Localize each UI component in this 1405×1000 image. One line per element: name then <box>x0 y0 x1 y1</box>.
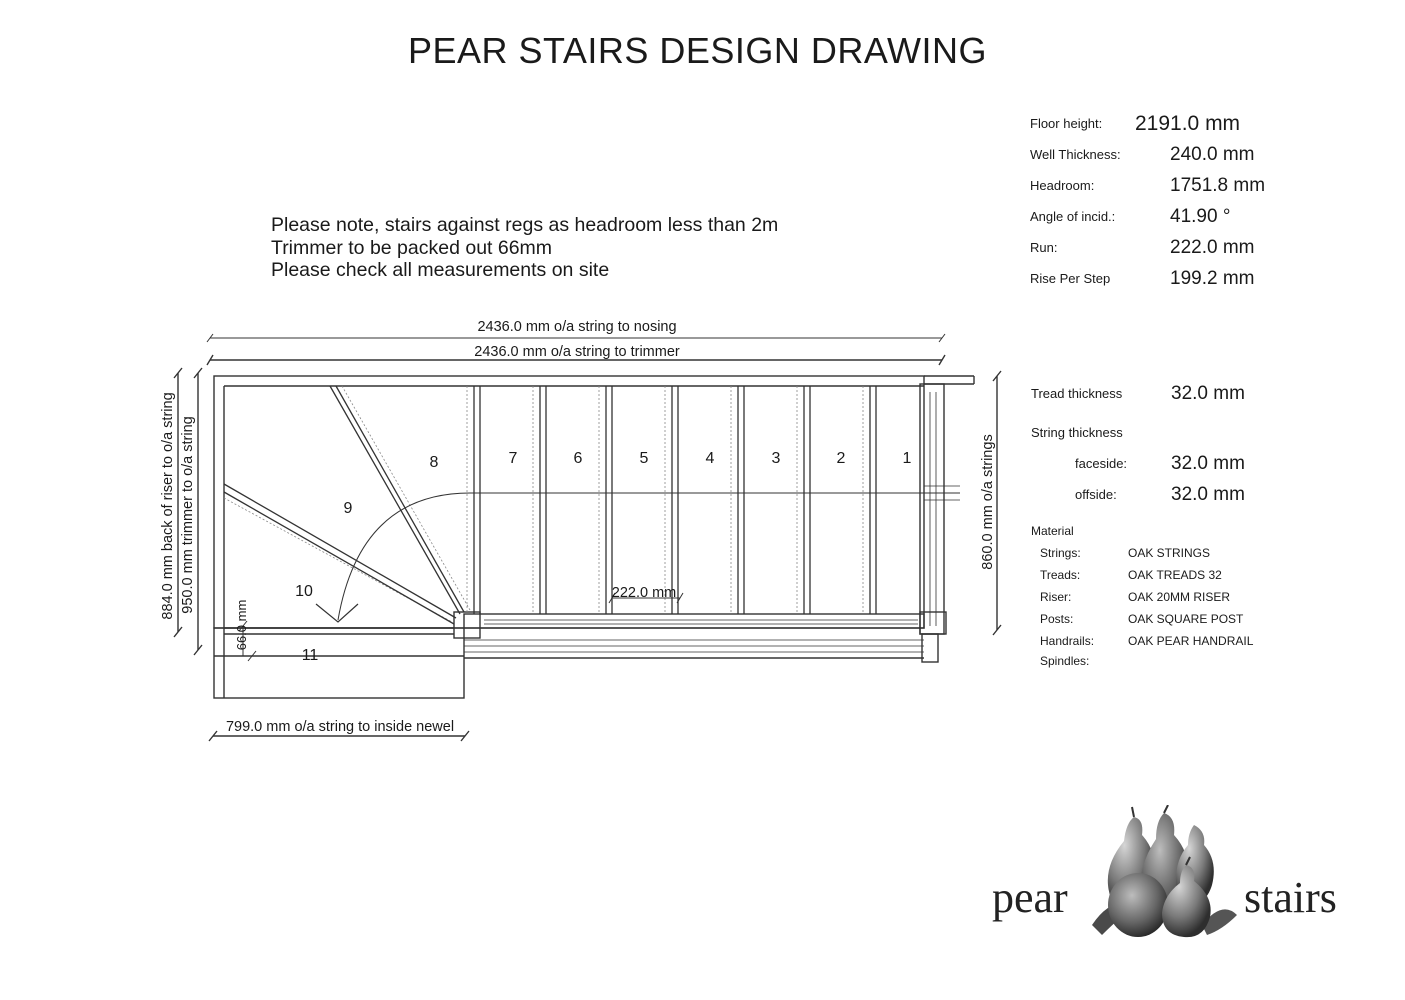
spec-run-value: 222.0 mm <box>1170 237 1255 258</box>
note-headroom: Please note, stairs against regs as headroom less than 2m <box>271 214 779 236</box>
dim-label-newel: 799.0 mm o/a string to inside newel <box>225 719 455 735</box>
string-thickness-label: String thickness <box>1031 425 1123 440</box>
step-number-11: 11 <box>301 647 319 664</box>
step-number-9: 9 <box>343 500 353 517</box>
step-number-2: 2 <box>836 450 846 467</box>
step-number-7: 7 <box>508 450 518 467</box>
offside-value: 32.0 mm <box>1171 484 1245 505</box>
material-strings-value: OAK STRINGS <box>1128 546 1211 560</box>
spec-headroom-value: 1751.8 mm <box>1170 175 1266 196</box>
spec-well-thickness-value: 240.0 mm <box>1170 144 1255 165</box>
spec-headroom-label: Headroom: <box>1030 178 1095 193</box>
tread-thickness-value: 32.0 mm <box>1171 383 1245 404</box>
spec-angle-label: Angle of incid.: <box>1030 209 1116 224</box>
page-title: PEAR STAIRS DESIGN DRAWING <box>407 30 988 71</box>
step-number-10: 10 <box>295 583 313 600</box>
spec-angle-value: 41.90 ° <box>1170 206 1231 227</box>
material-treads-value: OAK TREADS 32 <box>1128 568 1222 582</box>
step-number-1: 1 <box>902 450 912 467</box>
faceside-value: 32.0 mm <box>1171 453 1245 474</box>
material-handrails-label: Handrails: <box>1040 634 1095 648</box>
tread-thickness-label: Tread thickness <box>1031 386 1123 401</box>
logo-word-pear: pear <box>992 873 1068 922</box>
step-number-5: 5 <box>639 450 649 467</box>
material-handrails-value: OAK PEAR HANDRAIL <box>1128 634 1254 648</box>
dim-label-packing: 66.0 mm <box>234 599 249 651</box>
spec-rise-label: Rise Per Step <box>1030 271 1111 286</box>
material-heading: Material <box>1031 524 1074 538</box>
spec-run-label: Run: <box>1030 240 1058 255</box>
material-riser-label: Riser: <box>1040 590 1072 604</box>
note-trimmer: Trimmer to be packed out 66mm <box>271 236 553 259</box>
offside-label: offside: <box>1075 487 1117 502</box>
material-strings-label: Strings: <box>1040 546 1081 560</box>
step-number-3: 3 <box>771 450 781 467</box>
spec-rise-value: 199.2 mm <box>1170 268 1255 289</box>
material-posts-label: Posts: <box>1040 612 1074 626</box>
walking-arrow <box>316 604 358 622</box>
newel-post-bottom <box>454 612 480 638</box>
spec-floor-height-label: Floor height: <box>1030 116 1103 131</box>
dim-label-nosing: 2436.0 mm o/a string to nosing <box>477 319 677 335</box>
material-spindles-label: Spindles: <box>1040 654 1090 668</box>
material-riser-value: OAK 20MM RISER <box>1128 590 1231 604</box>
dim-label-left-trimmer: 950.0 mm trimmer to o/a string <box>180 416 196 614</box>
tread-lines <box>474 386 876 614</box>
step-number-8: 8 <box>429 454 439 471</box>
dim-label-run: 222.0 mm <box>611 585 677 601</box>
stair-outline <box>214 376 924 628</box>
spec-well-thickness-label: Well Thickness: <box>1030 147 1121 162</box>
dim-label-riser: 884.0 mm back of riser to o/a string <box>160 392 176 620</box>
dim-label-strings: 860.0 mm o/a strings <box>980 434 996 570</box>
faceside-label: faceside: <box>1075 456 1128 471</box>
dim-label-trimmer: 2436.0 mm o/a string to trimmer <box>474 344 680 360</box>
note-check: Please check all measurements on site <box>271 259 610 281</box>
pear-fruit-icon <box>1082 805 1242 945</box>
step-number-4: 4 <box>705 450 715 467</box>
spec-floor-height-value: 2191.0 mm <box>1135 112 1241 135</box>
material-treads-label: Treads: <box>1040 568 1081 582</box>
material-posts-value: OAK SQUARE POST <box>1128 612 1244 626</box>
logo-word-stairs: stairs <box>1244 873 1337 922</box>
step-number-6: 6 <box>573 450 583 467</box>
